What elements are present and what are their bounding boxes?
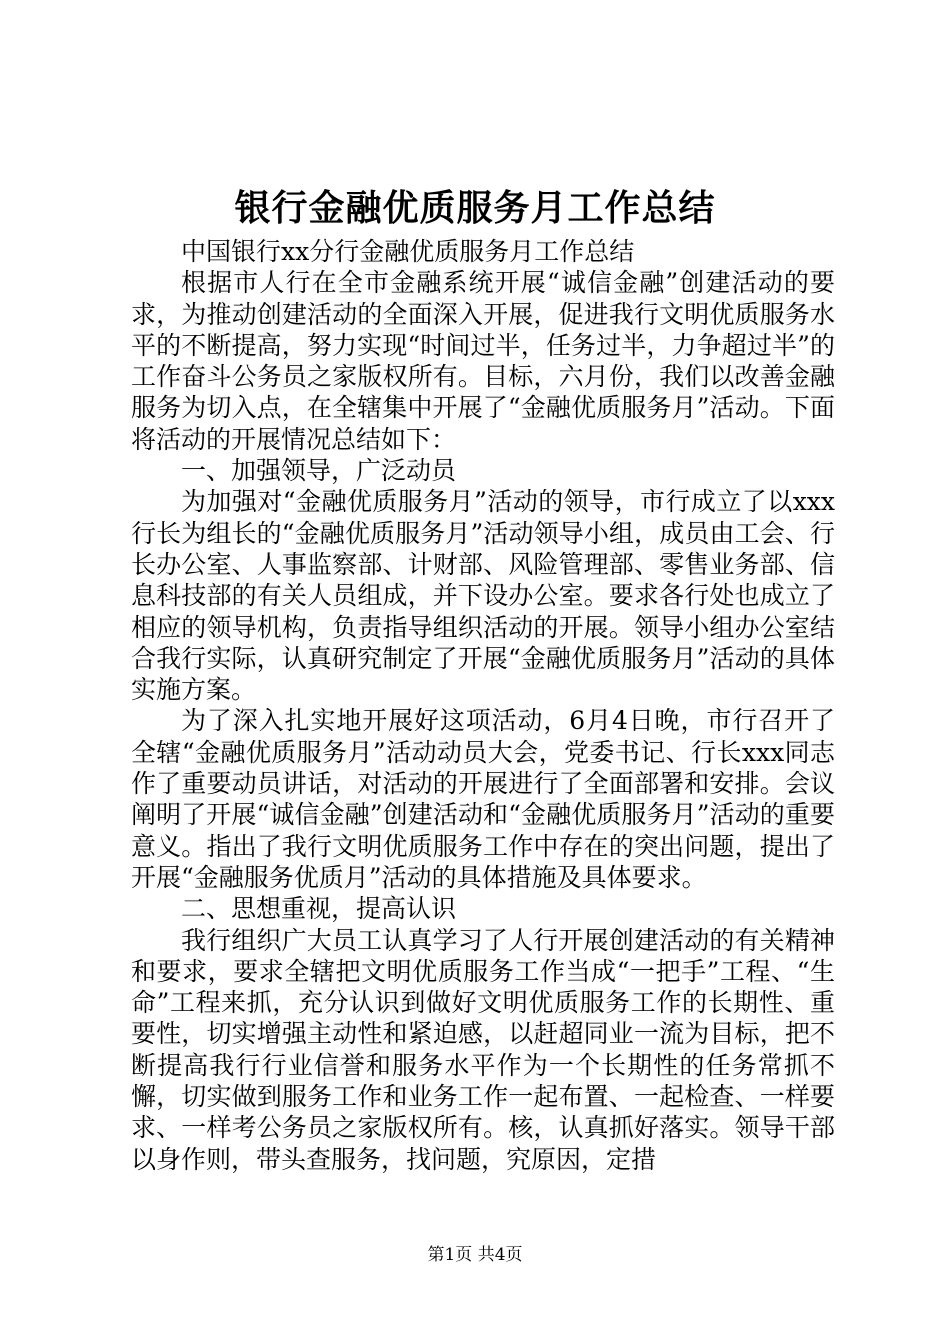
section-heading-1: 一、加强领导，广泛动员 bbox=[181, 456, 457, 486]
paragraph-section2-a: 我行组织广大员工认真学习了人行开展创建活动的有关精神和要求，要求全辖把文明优质服务工作当成“一把手”工程、“生命”工程来抓，充分认识到做好文明优质服务工作的长期性、重要性，切实增强主动性和紧迫感，以赶超同业一流为目标，把不断提高我行行业信誉和服务水平作为一个长期性的任务常抓不懈，切实做到服务工作和业务工作一起布置、一起检查、一样要求、一样考公务员之家版权所有。核，认真抓好落实。领导干部以身作则，带头查服务，找问题，究原因，定措 bbox=[131, 925, 835, 1174]
page-footer: 第1页 共4页 bbox=[427, 1245, 523, 1265]
paragraph-section1-b: 为了深入扎实地开展好这项活动，6月4日晚，市行召开了全辖“金融优质服务月”活动动员大会，党委书记、行长xxx同志作了重要动员讲话，对活动的开展进行了全面部署和安排。会议阐明了开展“诚信金融”创建活动和“金融优质服务月”活动的重要意义。指出了我行文明优质服务工作中存在的突出问题，提出了开展“金融服务优质月”活动的具体措施及具体要求。 bbox=[131, 706, 835, 892]
paragraph-intro: 根据市人行在全市金融系统开展“诚信金融”创建活动的要求，为推动创建活动的全面深入开展，促进我行文明优质服务水平的不断提高，努力实现“时间过半，任务过半，力争超过半”的工作奋斗公务员之家版权所有。目标，六月份，我们以改善金融服务为切入点，在全辖集中开展了“金融优质服务月”活动。下面将活动的开展情况总结如下： bbox=[131, 268, 835, 454]
section-heading-2: 二、思想重视，提高认识 bbox=[181, 894, 457, 924]
paragraph-section1-a: 为加强对“金融优质服务月”活动的领导，市行成立了以xxx行长为组长的“金融优质服务月”活动领导小组，成员由工会、行长办公室、人事监察部、计财部、风险管理部、零售业务部、信息科技部的有关人员组成，并下设办公室。要求各行处也成立了相应的领导机构，负责指导组织活动的开展。领导小组办公室结合我行实际，认真研究制定了开展“金融优质服务月”活动的具体实施方案。 bbox=[131, 487, 835, 705]
document-body bbox=[131, 236, 835, 1175]
document-title: 银行金融优质服务月工作总结 bbox=[234, 187, 716, 229]
paragraph-subtitle: 中国银行xx分行金融优质服务月工作总结 bbox=[181, 237, 635, 266]
